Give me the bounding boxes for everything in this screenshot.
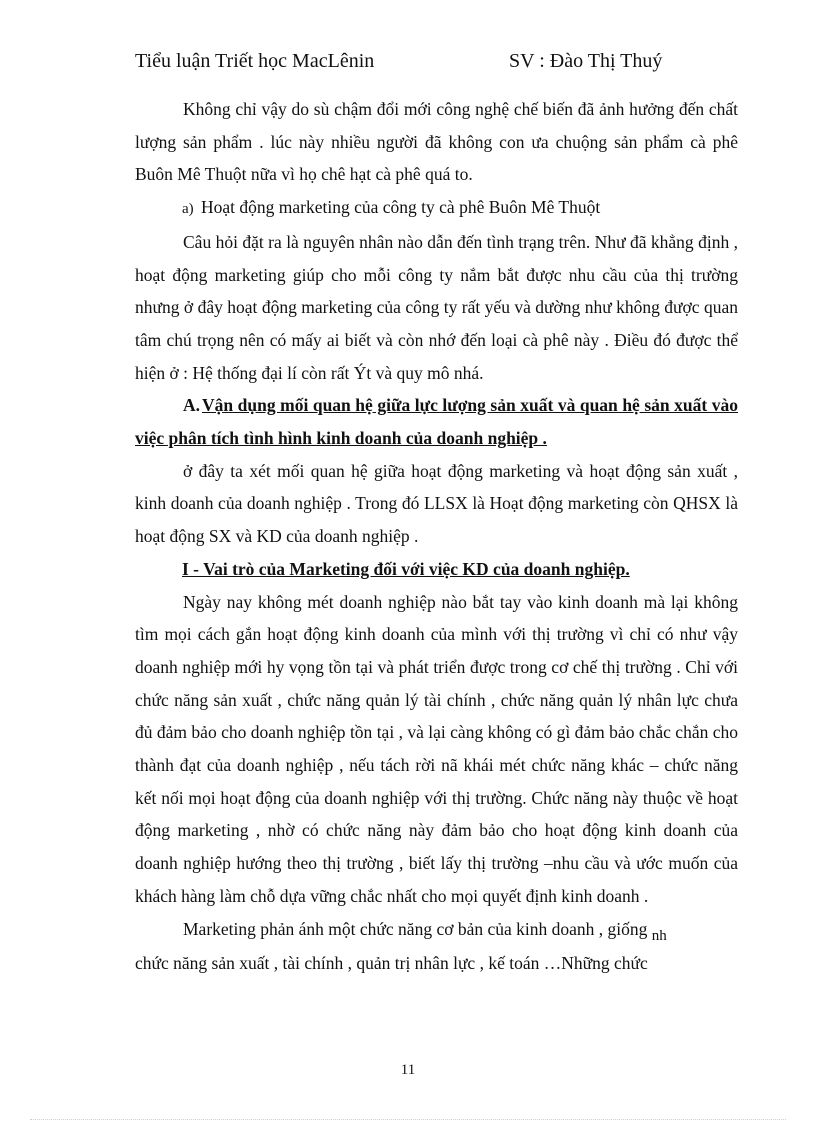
heading-i: I - Vai trò của Marketing đối với việc KD của doanh nghiệp.: [182, 558, 630, 579]
paragraph-3: ở đây ta xét mối quan hệ giữa hoạt động marketing và hoạt động sản xuất , kinh doanh của doanh nghiệp . Trong đó LLSX là Hoạt động marketing còn QHSX là hoạt động SX và KD của doanh nghiệp .: [135, 460, 738, 547]
subheading-a-text: Hoạt động marketing của công ty cà phê Buôn Mê Thuột: [201, 197, 601, 218]
paragraph-5: [135, 913, 738, 980]
paragraph-5-main: Marketing phản ánh một chức năng cơ bản của kinh doanh , giống: [183, 918, 648, 939]
page-separator: [30, 1119, 786, 1120]
subheading-a: [135, 191, 738, 226]
paragraph-4: Ngày nay không mét doanh nghiệp nào bắt tay vào kinh doanh mà lại không tìm mọi cách gắn hoạt động kinh doanh của mình với thị trường vì chỉ có như vậy doanh nghiệp mới hy vọng tồn tại và phát triển được trong cơ chế thị trường . Chỉ với chức năng sản xuất , chức năng quản lý tài chính , chức năng quản lý nhân lực chưa đủ đảm bảo cho doanh nghiệp tồn tại , và lại càng không có gì đảm bảo chắc chắn cho thành đạt của doanh nghiệp , nếu tách rời nã khái mét chức năng khác – chức năng kết nối mọi hoạt động của doanh nghiệp với thị trường. Chức năng này thuộc về hoạt động marketing , nhờ có chức năng này đảm bảo cho hoạt động kinh doanh của doanh nghiệp hướng theo thị trường , biết lấy thị trường –nhu cầu và ước muốn của khách hàng làm chỗ dựa vững chắc nhất cho mọi quyết định kinh doanh .: [135, 591, 738, 906]
heading-a-text: Vận dụng mối quan hệ giữa lực lượng sản xuất và quan hệ sản xuất vào việc phân tích tình hình kinh doanh của doanh nghiệp .: [135, 395, 738, 449]
paragraph-5-tail: nh: [651, 927, 667, 944]
heading-a: [135, 389, 738, 454]
paragraph-1: Không chỉ vậy do sù chậm đổi mới công nghệ chế biến đã ảnh hưởng đến chất lượng sản phẩm . lúc này nhiều người đã không con ưa chuộng sản phẩm cà phê Buôn Mê Thuột nữa vì họ chê hạt cà phê quá to.: [135, 99, 738, 185]
paragraph-5-rest: chức năng sản xuất , tài chính , quản trị nhân lực , kế toán …Những chức: [135, 953, 648, 974]
paragraph-2: Câu hỏi đặt ra là nguyên nhân nào dẫn đến tình trạng trên. Như đã khẳng định , hoạt động marketing giúp cho mỗi công ty nắm bắt được nhu cầu của thị trường nhưng ở đây hoạt động marketing của công ty rất yếu và dường như không được quan tâm chú trọng nên có mấy ai biết và còn nhớ đến loại cà phê này . Điều đó được thể hiện ở : Hệ thống đại lí còn rất Ýt và quy mô nhá.: [135, 231, 738, 383]
header-title: Tiểu luận Triết học MacLênin: [135, 50, 375, 72]
page-number: 11: [400, 1062, 416, 1078]
header-student: SV : Đào Thị Thuý: [509, 50, 663, 72]
document-body: [135, 93, 738, 980]
heading-a-marker: A.: [183, 395, 201, 416]
subheading-a-marker: a): [182, 201, 194, 218]
